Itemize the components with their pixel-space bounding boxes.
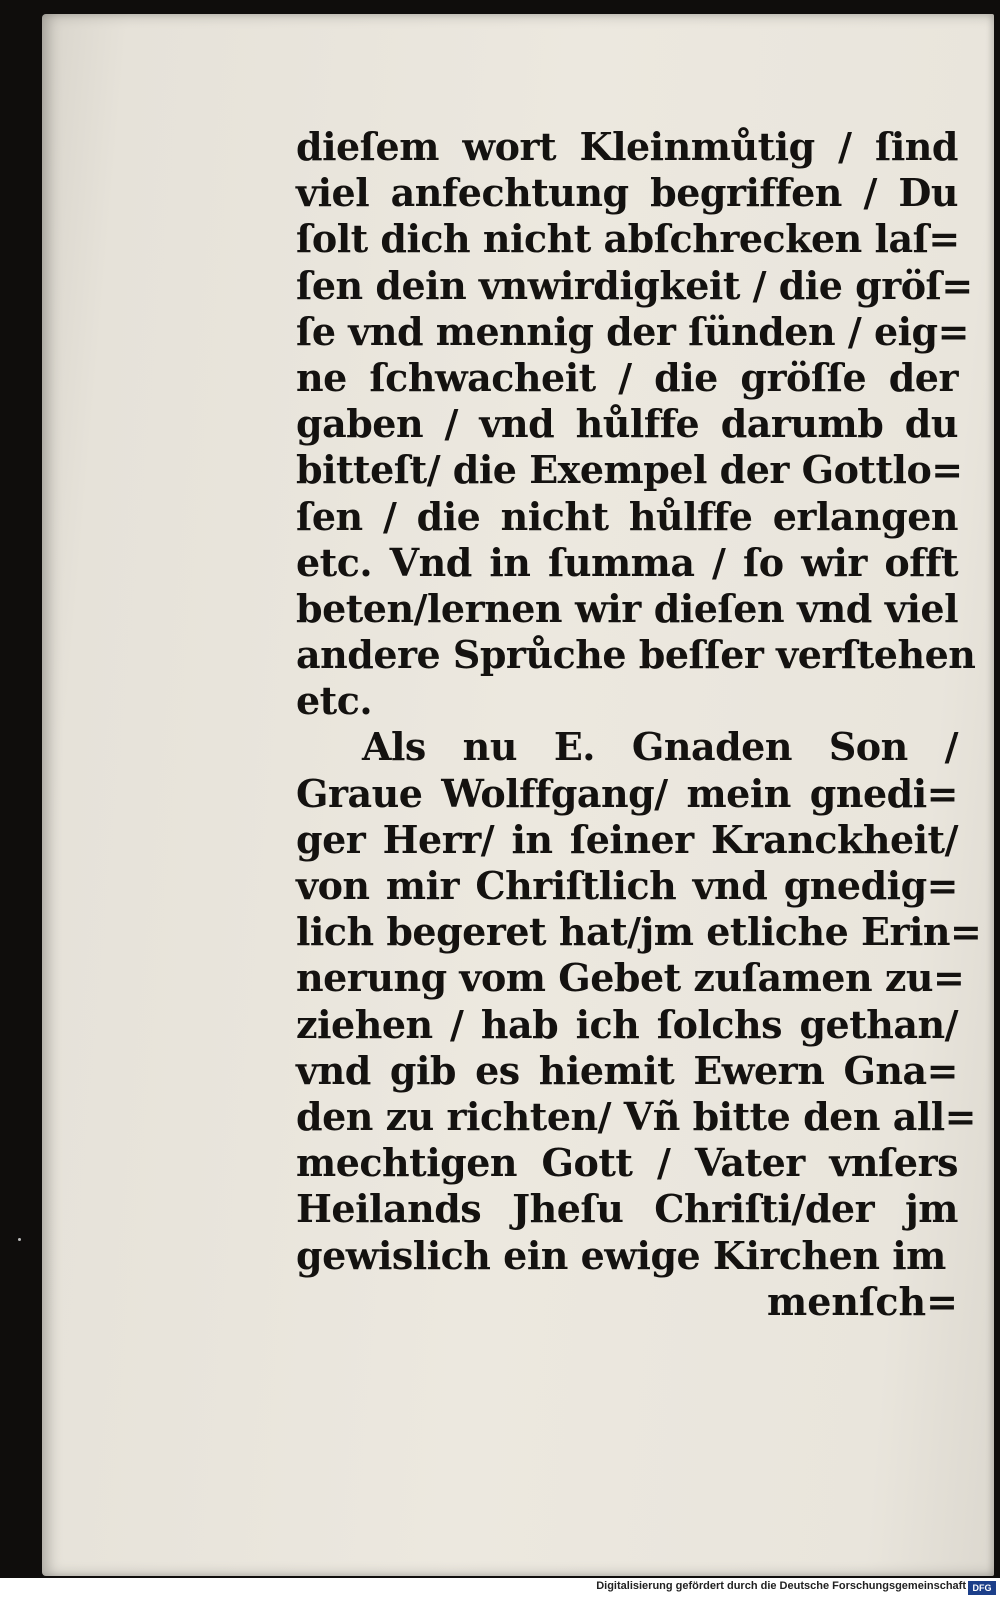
- text-line: mechtigen Gott / Vater vnſers: [296, 1140, 958, 1186]
- paragraph-1: [296, 124, 976, 724]
- text-line: etc.: [296, 678, 373, 724]
- text-line: ſen / die nicht hůlffe erlangen: [296, 493, 958, 539]
- text-line: vnd gib es hiemit Ewern Gna=: [296, 1047, 958, 1093]
- funding-credit: Digitalisierung gefördert durch die Deutsche Forschungsgemeinschaft: [596, 1580, 966, 1592]
- text-line: lich begeret hat/jm etliche Erin=: [296, 909, 982, 955]
- text-line: von mir Chriſtlich vnd gnedig=: [296, 863, 958, 908]
- text-line: bitteſt/ die Exempel der Gottlo=: [296, 447, 963, 493]
- text-line: andere Sprůche beſſer verſtehen: [296, 632, 976, 678]
- dfg-logo-icon: DFG: [968, 1581, 996, 1595]
- text-line: ne ſchwacheit / die gröſſe der: [296, 354, 958, 400]
- text-line: ziehen / hab ich ſolchs gethan/: [296, 1001, 958, 1047]
- page-text-block: [296, 124, 982, 1325]
- text-line: gaben / vnd hůlffe darumb du: [296, 401, 958, 447]
- text-line: ſe vnd mennig der ſünden / eig=: [296, 308, 969, 354]
- catchword: menſch=: [767, 1278, 958, 1324]
- text-line: nerung vom Gebet zuſamen zu=: [296, 955, 965, 1001]
- edge-mark: [18, 1238, 21, 1241]
- paragraph-2: [296, 724, 982, 1278]
- text-line: etc. Vnd in ſumma / ſo wir offt: [296, 539, 958, 585]
- text-line: ſolt dich nicht abſchrecken laſ=: [296, 216, 960, 262]
- text-line: beten/lernen wir dieſen vnd viel: [296, 585, 958, 631]
- text-line: gewislich ein ewige Kirchen im: [296, 1232, 946, 1278]
- text-line: Als nu E. Gnaden Son /: [362, 724, 958, 770]
- text-line: dieſem wort Kleinmůtig / ſind: [296, 124, 958, 169]
- text-line: Graue Wolffgang/ mein gnedi=: [296, 770, 958, 816]
- text-line: ger Herr/ in ſeiner Kranckheit/: [296, 816, 958, 862]
- text-line: Heilands Jheſu Chriſti/der jm: [296, 1186, 958, 1232]
- text-line: ſen dein vnwirdigkeit / die gröſ=: [296, 262, 973, 308]
- text-line: viel anfechtung begriffen / Du: [296, 170, 958, 216]
- text-line: den zu richten/ Vñ bitte den all=: [296, 1093, 977, 1139]
